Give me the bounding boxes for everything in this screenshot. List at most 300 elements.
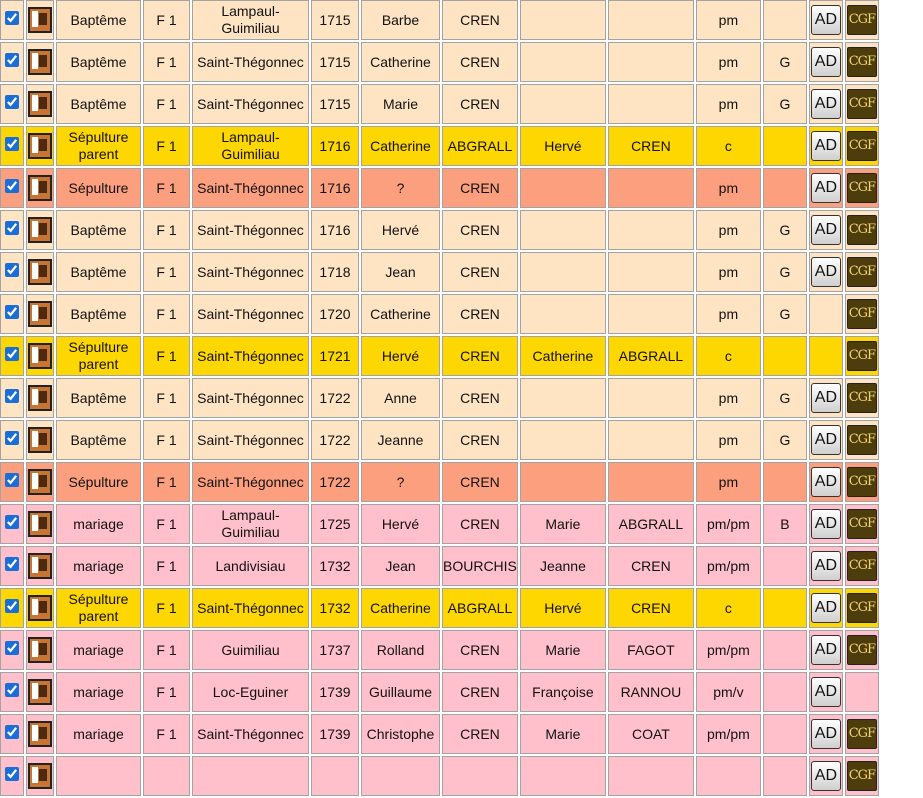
row-checkbox[interactable] bbox=[5, 221, 19, 235]
year-cell: 1722 bbox=[311, 420, 359, 460]
cgf-button[interactable]: CGF bbox=[847, 425, 877, 455]
row-checkbox[interactable] bbox=[5, 725, 19, 739]
last-name-cell: BOURCHIS bbox=[442, 546, 518, 586]
ref-cell: F 1 bbox=[143, 336, 190, 376]
status-cell: pm/v bbox=[696, 672, 761, 712]
row-checkbox[interactable] bbox=[5, 431, 19, 445]
select-cell bbox=[0, 168, 24, 208]
ad-cell bbox=[809, 672, 843, 712]
ref-cell: F 1 bbox=[143, 42, 190, 82]
parish-cell: Saint-Thégonnec bbox=[192, 588, 309, 628]
spouse-last-name-cell: ABGRALL bbox=[608, 504, 694, 544]
ad-cell bbox=[809, 294, 843, 334]
ref-cell: F 1 bbox=[143, 252, 190, 292]
ref-cell: F 1 bbox=[143, 504, 190, 544]
status-cell bbox=[696, 756, 761, 796]
ref-cell: F 1 bbox=[143, 672, 190, 712]
document-icon[interactable] bbox=[28, 637, 52, 663]
row-checkbox[interactable] bbox=[5, 389, 19, 403]
table-row bbox=[0, 378, 879, 418]
document-icon[interactable] bbox=[28, 175, 52, 201]
document-icon[interactable] bbox=[28, 511, 52, 537]
last-name-cell: CREN bbox=[442, 378, 518, 418]
document-icon[interactable] bbox=[28, 721, 52, 747]
row-checkbox[interactable] bbox=[5, 11, 19, 25]
cgf-button[interactable]: CGF bbox=[847, 257, 877, 287]
doc-cell bbox=[26, 546, 54, 586]
first-name-cell: Barbe bbox=[361, 0, 440, 40]
parish-cell: Saint-Thégonnec bbox=[192, 420, 309, 460]
select-cell bbox=[0, 630, 24, 670]
table-row bbox=[0, 672, 879, 712]
flag-cell bbox=[763, 714, 807, 754]
row-checkbox[interactable] bbox=[5, 53, 19, 67]
act-type-cell: mariage bbox=[56, 546, 141, 586]
flag-cell bbox=[763, 630, 807, 670]
doc-cell bbox=[26, 252, 54, 292]
status-cell: pm/pm bbox=[696, 630, 761, 670]
table-row bbox=[0, 42, 879, 82]
flag-cell bbox=[763, 336, 807, 376]
year-cell: 1721 bbox=[311, 336, 359, 376]
spouse-first-name-cell bbox=[520, 462, 606, 502]
select-cell bbox=[0, 210, 24, 250]
last-name-cell: CREN bbox=[442, 210, 518, 250]
ref-cell: F 1 bbox=[143, 210, 190, 250]
spouse-first-name-cell bbox=[520, 294, 606, 334]
row-checkbox[interactable] bbox=[5, 95, 19, 109]
year-cell: 1722 bbox=[311, 378, 359, 418]
select-cell bbox=[0, 504, 24, 544]
cgf-cell bbox=[845, 672, 879, 712]
row-checkbox[interactable] bbox=[5, 557, 19, 571]
last-name-cell: CREN bbox=[442, 0, 518, 40]
spouse-last-name-cell: ABGRALL bbox=[608, 336, 694, 376]
act-type-cell: Sépulture parent bbox=[56, 588, 141, 628]
ad-archive-button[interactable]: AD bbox=[811, 89, 841, 119]
spouse-last-name-cell: CREN bbox=[608, 126, 694, 166]
doc-cell bbox=[26, 294, 54, 334]
first-name-cell: Anne bbox=[361, 378, 440, 418]
parish-cell: Saint-Thégonnec bbox=[192, 294, 309, 334]
table-row bbox=[0, 336, 879, 376]
doc-cell bbox=[26, 0, 54, 40]
spouse-first-name-cell: Catherine bbox=[520, 336, 606, 376]
last-name-cell: CREN bbox=[442, 252, 518, 292]
cgf-cell bbox=[845, 294, 879, 334]
document-icon[interactable] bbox=[28, 7, 52, 33]
document-icon[interactable] bbox=[28, 553, 52, 579]
select-cell bbox=[0, 588, 24, 628]
first-name-cell: Jean bbox=[361, 252, 440, 292]
act-type-cell: Baptême bbox=[56, 0, 141, 40]
first-name-cell: Hervé bbox=[361, 336, 440, 376]
select-cell bbox=[0, 126, 24, 166]
table-row bbox=[0, 252, 879, 292]
cgf-button[interactable]: CGF bbox=[847, 299, 877, 329]
cgf-cell bbox=[845, 252, 879, 292]
cgf-button[interactable]: CGF bbox=[847, 509, 877, 539]
table-row bbox=[0, 0, 879, 40]
year-cell: 1725 bbox=[311, 504, 359, 544]
act-type-cell: Sépulture parent bbox=[56, 126, 141, 166]
ref-cell: F 1 bbox=[143, 378, 190, 418]
table-row bbox=[0, 210, 879, 250]
ad-archive-button[interactable]: AD bbox=[811, 677, 841, 707]
last-name-cell: CREN bbox=[442, 504, 518, 544]
cgf-cell bbox=[845, 630, 879, 670]
parish-cell: Lampaul-Guimiliau bbox=[192, 126, 309, 166]
row-checkbox[interactable] bbox=[5, 347, 19, 361]
cgf-button[interactable]: CGF bbox=[847, 5, 877, 35]
flag-cell: G bbox=[763, 294, 807, 334]
flag-cell: G bbox=[763, 420, 807, 460]
cgf-button[interactable]: CGF bbox=[847, 89, 877, 119]
select-cell bbox=[0, 252, 24, 292]
ad-archive-button[interactable]: AD bbox=[811, 383, 841, 413]
year-cell: 1720 bbox=[311, 294, 359, 334]
ref-cell: F 1 bbox=[143, 126, 190, 166]
first-name-cell: Christophe bbox=[361, 714, 440, 754]
first-name-cell: Catherine bbox=[361, 42, 440, 82]
row-checkbox[interactable] bbox=[5, 305, 19, 319]
cgf-button[interactable]: CGF bbox=[847, 551, 877, 581]
first-name-cell: Jeanne bbox=[361, 420, 440, 460]
status-cell: pm bbox=[696, 252, 761, 292]
select-cell bbox=[0, 0, 24, 40]
select-cell bbox=[0, 462, 24, 502]
ad-cell bbox=[809, 420, 843, 460]
status-cell: pm bbox=[696, 294, 761, 334]
ad-cell bbox=[809, 336, 843, 376]
select-cell bbox=[0, 294, 24, 334]
ad-archive-button[interactable]: AD bbox=[811, 131, 841, 161]
flag-cell bbox=[763, 0, 807, 40]
parish-cell: Saint-Thégonnec bbox=[192, 462, 309, 502]
cgf-cell bbox=[845, 462, 879, 502]
row-checkbox[interactable] bbox=[5, 683, 19, 697]
year-cell: 1715 bbox=[311, 84, 359, 124]
flag-cell: G bbox=[763, 84, 807, 124]
act-type-cell: Baptême bbox=[56, 420, 141, 460]
cgf-button[interactable]: CGF bbox=[847, 635, 877, 665]
ref-cell: F 1 bbox=[143, 168, 190, 208]
flag-cell bbox=[763, 168, 807, 208]
parish-cell: Saint-Thégonnec bbox=[192, 336, 309, 376]
ad-cell bbox=[809, 84, 843, 124]
cgf-button[interactable]: CGF bbox=[847, 467, 877, 497]
spouse-last-name-cell: FAGOT bbox=[608, 630, 694, 670]
document-icon[interactable] bbox=[28, 91, 52, 117]
first-name-cell: Jean bbox=[361, 546, 440, 586]
ref-cell: F 1 bbox=[143, 714, 190, 754]
spouse-first-name-cell: Hervé bbox=[520, 126, 606, 166]
table-row bbox=[0, 126, 879, 166]
parish-cell: Lampaul-Guimiliau bbox=[192, 0, 309, 40]
ad-cell bbox=[809, 462, 843, 502]
table-row bbox=[0, 294, 879, 334]
ad-archive-button[interactable]: AD bbox=[811, 635, 841, 665]
parish-cell: Saint-Thégonnec bbox=[192, 378, 309, 418]
ad-archive-button[interactable]: AD bbox=[811, 761, 841, 791]
spouse-last-name-cell: COAT bbox=[608, 714, 694, 754]
cgf-button[interactable]: CGF bbox=[847, 131, 877, 161]
table-row bbox=[0, 84, 879, 124]
flag-cell: G bbox=[763, 252, 807, 292]
status-cell: c bbox=[696, 336, 761, 376]
cgf-cell bbox=[845, 588, 879, 628]
row-checkbox[interactable] bbox=[5, 263, 19, 277]
parish-cell bbox=[192, 756, 309, 796]
act-type-cell: Sépulture bbox=[56, 462, 141, 502]
ad-archive-button[interactable]: AD bbox=[811, 719, 841, 749]
table-row bbox=[0, 546, 879, 586]
ad-archive-button[interactable]: AD bbox=[811, 425, 841, 455]
last-name-cell bbox=[442, 756, 518, 796]
doc-cell bbox=[26, 504, 54, 544]
cgf-cell bbox=[845, 168, 879, 208]
status-cell: pm bbox=[696, 378, 761, 418]
status-cell: pm bbox=[696, 84, 761, 124]
spouse-last-name-cell bbox=[608, 84, 694, 124]
cgf-button[interactable]: CGF bbox=[847, 215, 877, 245]
ad-cell bbox=[809, 588, 843, 628]
year-cell: 1716 bbox=[311, 126, 359, 166]
ad-archive-button[interactable]: AD bbox=[811, 551, 841, 581]
first-name-cell: Hervé bbox=[361, 504, 440, 544]
last-name-cell: CREN bbox=[442, 84, 518, 124]
document-icon[interactable] bbox=[28, 217, 52, 243]
document-icon[interactable] bbox=[28, 427, 52, 453]
doc-cell bbox=[26, 672, 54, 712]
spouse-last-name-cell bbox=[608, 252, 694, 292]
year-cell bbox=[311, 756, 359, 796]
ref-cell: F 1 bbox=[143, 546, 190, 586]
ad-cell bbox=[809, 0, 843, 40]
row-checkbox[interactable] bbox=[5, 767, 19, 781]
document-icon[interactable] bbox=[28, 343, 52, 369]
doc-cell bbox=[26, 588, 54, 628]
select-cell bbox=[0, 378, 24, 418]
cgf-cell bbox=[845, 504, 879, 544]
status-cell: pm/pm bbox=[696, 504, 761, 544]
cgf-cell bbox=[845, 210, 879, 250]
status-cell: pm bbox=[696, 42, 761, 82]
status-cell: pm/pm bbox=[696, 714, 761, 754]
document-icon[interactable] bbox=[28, 385, 52, 411]
row-checkbox[interactable] bbox=[5, 641, 19, 655]
status-cell: pm/pm bbox=[696, 546, 761, 586]
document-icon[interactable] bbox=[28, 595, 52, 621]
ad-cell bbox=[809, 210, 843, 250]
ad-archive-button[interactable]: AD bbox=[811, 5, 841, 35]
flag-cell bbox=[763, 588, 807, 628]
doc-cell bbox=[26, 84, 54, 124]
ref-cell: F 1 bbox=[143, 294, 190, 334]
ad-cell bbox=[809, 630, 843, 670]
ad-archive-button[interactable]: AD bbox=[811, 47, 841, 77]
last-name-cell: CREN bbox=[442, 714, 518, 754]
spouse-last-name-cell: CREN bbox=[608, 546, 694, 586]
act-type-cell: Baptême bbox=[56, 252, 141, 292]
first-name-cell: Catherine bbox=[361, 588, 440, 628]
row-checkbox[interactable] bbox=[5, 473, 19, 487]
spouse-last-name-cell bbox=[608, 210, 694, 250]
cgf-cell bbox=[845, 42, 879, 82]
spouse-first-name-cell: Marie bbox=[520, 630, 606, 670]
last-name-cell: CREN bbox=[442, 294, 518, 334]
ad-cell bbox=[809, 126, 843, 166]
flag-cell bbox=[763, 546, 807, 586]
act-type-cell: mariage bbox=[56, 630, 141, 670]
first-name-cell bbox=[361, 756, 440, 796]
flag-cell: G bbox=[763, 210, 807, 250]
spouse-last-name-cell bbox=[608, 294, 694, 334]
spouse-first-name-cell bbox=[520, 42, 606, 82]
ref-cell bbox=[143, 756, 190, 796]
act-type-cell: Baptême bbox=[56, 210, 141, 250]
parish-cell: Lampaul-Guimiliau bbox=[192, 504, 309, 544]
cgf-button[interactable]: CGF bbox=[847, 761, 877, 791]
spouse-last-name-cell bbox=[608, 0, 694, 40]
doc-cell bbox=[26, 378, 54, 418]
document-icon[interactable] bbox=[28, 679, 52, 705]
doc-cell bbox=[26, 630, 54, 670]
doc-cell bbox=[26, 336, 54, 376]
cgf-cell bbox=[845, 336, 879, 376]
select-cell bbox=[0, 84, 24, 124]
doc-cell bbox=[26, 714, 54, 754]
first-name-cell: Marie bbox=[361, 84, 440, 124]
flag-cell: G bbox=[763, 42, 807, 82]
document-icon[interactable] bbox=[28, 49, 52, 75]
status-cell: c bbox=[696, 126, 761, 166]
select-cell bbox=[0, 546, 24, 586]
cgf-cell bbox=[845, 0, 879, 40]
spouse-last-name-cell bbox=[608, 168, 694, 208]
cgf-button[interactable]: CGF bbox=[847, 383, 877, 413]
spouse-last-name-cell bbox=[608, 420, 694, 460]
table-row bbox=[0, 756, 879, 796]
cgf-cell bbox=[845, 546, 879, 586]
last-name-cell: CREN bbox=[442, 168, 518, 208]
spouse-last-name-cell bbox=[608, 462, 694, 502]
document-icon[interactable] bbox=[28, 259, 52, 285]
last-name-cell: CREN bbox=[442, 42, 518, 82]
select-cell bbox=[0, 336, 24, 376]
last-name-cell: CREN bbox=[442, 630, 518, 670]
spouse-last-name-cell: CREN bbox=[608, 588, 694, 628]
spouse-last-name-cell bbox=[608, 378, 694, 418]
ad-cell bbox=[809, 252, 843, 292]
row-checkbox[interactable] bbox=[5, 515, 19, 529]
cgf-button[interactable]: CGF bbox=[847, 173, 877, 203]
status-cell: pm bbox=[696, 210, 761, 250]
doc-cell bbox=[26, 756, 54, 796]
act-type-cell: Sépulture parent bbox=[56, 336, 141, 376]
document-icon[interactable] bbox=[28, 301, 52, 327]
parish-cell: Saint-Thégonnec bbox=[192, 252, 309, 292]
row-checkbox[interactable] bbox=[5, 599, 19, 613]
ad-archive-button[interactable]: AD bbox=[811, 215, 841, 245]
table-row bbox=[0, 504, 879, 544]
spouse-first-name-cell: Hervé bbox=[520, 588, 606, 628]
ad-archive-button[interactable]: AD bbox=[811, 509, 841, 539]
flag-cell: G bbox=[763, 378, 807, 418]
ad-cell bbox=[809, 42, 843, 82]
cgf-button[interactable]: CGF bbox=[847, 719, 877, 749]
year-cell: 1732 bbox=[311, 588, 359, 628]
parish-cell: Saint-Thégonnec bbox=[192, 714, 309, 754]
ref-cell: F 1 bbox=[143, 0, 190, 40]
ad-archive-button[interactable]: AD bbox=[811, 257, 841, 287]
cgf-button[interactable]: CGF bbox=[847, 341, 877, 371]
ad-cell bbox=[809, 168, 843, 208]
table-row bbox=[0, 168, 879, 208]
cgf-button[interactable]: CGF bbox=[847, 47, 877, 77]
flag-cell bbox=[763, 126, 807, 166]
document-icon[interactable] bbox=[28, 763, 52, 789]
cgf-button[interactable]: CGF bbox=[847, 593, 877, 623]
parish-cell: Saint-Thégonnec bbox=[192, 42, 309, 82]
cgf-cell bbox=[845, 756, 879, 796]
status-cell: pm bbox=[696, 462, 761, 502]
doc-cell bbox=[26, 42, 54, 82]
spouse-first-name-cell bbox=[520, 210, 606, 250]
document-icon[interactable] bbox=[28, 133, 52, 159]
spouse-first-name-cell bbox=[520, 0, 606, 40]
ad-cell bbox=[809, 546, 843, 586]
parish-cell: Loc-Eguiner bbox=[192, 672, 309, 712]
cgf-cell bbox=[845, 420, 879, 460]
ad-archive-button[interactable]: AD bbox=[811, 173, 841, 203]
year-cell: 1739 bbox=[311, 672, 359, 712]
parish-cell: Guimiliau bbox=[192, 630, 309, 670]
act-type-cell: Baptême bbox=[56, 84, 141, 124]
spouse-first-name-cell: Jeanne bbox=[520, 546, 606, 586]
spouse-first-name-cell bbox=[520, 168, 606, 208]
ad-archive-button[interactable]: AD bbox=[811, 467, 841, 497]
status-cell: c bbox=[696, 588, 761, 628]
first-name-cell: Catherine bbox=[361, 126, 440, 166]
flag-cell: B bbox=[763, 504, 807, 544]
parish-cell: Saint-Thégonnec bbox=[192, 210, 309, 250]
act-type-cell bbox=[56, 756, 141, 796]
doc-cell bbox=[26, 420, 54, 460]
row-checkbox[interactable] bbox=[5, 179, 19, 193]
table-row bbox=[0, 462, 879, 502]
spouse-first-name-cell bbox=[520, 378, 606, 418]
first-name-cell: Guillaume bbox=[361, 672, 440, 712]
select-cell bbox=[0, 42, 24, 82]
document-icon[interactable] bbox=[28, 469, 52, 495]
spouse-first-name-cell bbox=[520, 84, 606, 124]
select-cell bbox=[0, 756, 24, 796]
doc-cell bbox=[26, 168, 54, 208]
first-name-cell: Hervé bbox=[361, 210, 440, 250]
ad-cell bbox=[809, 378, 843, 418]
spouse-last-name-cell bbox=[608, 756, 694, 796]
select-cell bbox=[0, 672, 24, 712]
doc-cell bbox=[26, 126, 54, 166]
last-name-cell: ABGRALL bbox=[442, 126, 518, 166]
status-cell: pm bbox=[696, 0, 761, 40]
ad-archive-button[interactable]: AD bbox=[811, 593, 841, 623]
ref-cell: F 1 bbox=[143, 462, 190, 502]
row-checkbox[interactable] bbox=[5, 137, 19, 151]
ref-cell: F 1 bbox=[143, 588, 190, 628]
ad-cell bbox=[809, 714, 843, 754]
